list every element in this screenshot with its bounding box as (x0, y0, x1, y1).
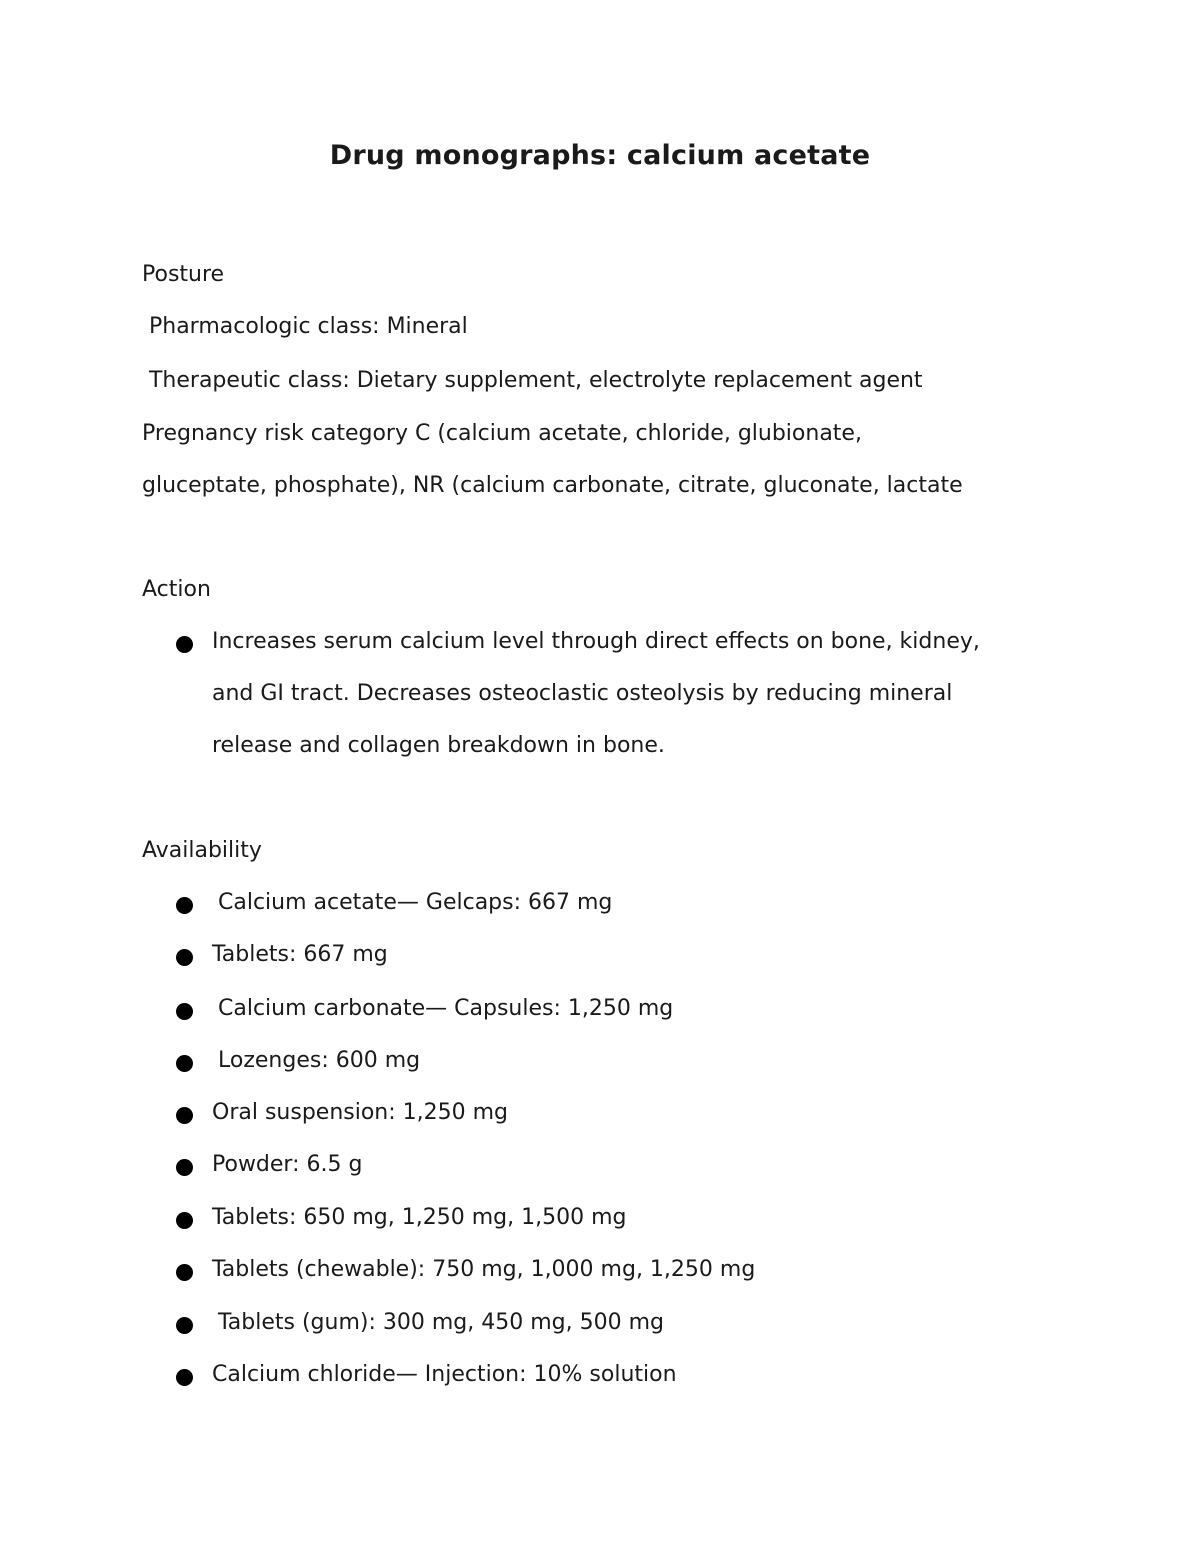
bullet-icon (176, 1369, 193, 1386)
bullet-icon (176, 1264, 193, 1281)
bullet-icon (176, 1107, 193, 1124)
list-item-text: Calcium acetate— Gelcaps: 667 mg (218, 890, 613, 915)
section-heading-posture: Posture (142, 262, 225, 287)
action-text-line-1: Increases serum calcium level through direct effects on bone, kidney, (212, 629, 980, 654)
bullet-icon (176, 897, 193, 914)
bullet-icon (176, 1159, 193, 1176)
section-heading-action: Action (142, 577, 211, 602)
bullet-icon (176, 1317, 193, 1334)
action-text-line-2: and GI tract. Decreases osteoclastic osteolysis by reducing mineral (212, 681, 953, 706)
page-title: Drug monographs: calcium acetate (329, 140, 871, 171)
list-item-text: Lozenges: 600 mg (218, 1048, 421, 1073)
bullet-icon (176, 1003, 193, 1020)
list-item-text: Oral suspension: 1,250 mg (212, 1100, 509, 1125)
pregnancy-risk-line-1: Pregnancy risk category C (calcium acetate, chloride, glubionate, (142, 421, 862, 446)
list-item-text: Tablets (chewable): 750 mg, 1,000 mg, 1,250 mg (212, 1257, 756, 1282)
list-item-text: Tablets (gum): 300 mg, 450 mg, 500 mg (218, 1310, 664, 1335)
list-item-text: Tablets: 667 mg (212, 942, 388, 967)
pregnancy-risk-line-2: gluceptate, phosphate), NR (calcium carbonate, citrate, gluconate, lactate (142, 473, 963, 498)
bullet-icon (176, 1212, 193, 1229)
bullet-icon (176, 1055, 193, 1072)
list-item-text: Powder: 6.5 g (212, 1152, 363, 1177)
action-text-line-3: release and collagen breakdown in bone. (212, 733, 665, 758)
bullet-icon (176, 636, 193, 653)
bullet-icon (176, 949, 193, 966)
list-item-text: Tablets: 650 mg, 1,250 mg, 1,500 mg (212, 1205, 627, 1230)
therapeutic-class-text: Therapeutic class: Dietary supplement, electrolyte replacement agent (142, 368, 923, 393)
list-item-text: Calcium chloride— Injection: 10% solution (212, 1362, 677, 1387)
list-item-text: Calcium carbonate— Capsules: 1,250 mg (218, 996, 674, 1021)
pharmacologic-class-text: Pharmacologic class: Mineral (142, 314, 468, 339)
section-heading-availability: Availability (142, 838, 262, 863)
